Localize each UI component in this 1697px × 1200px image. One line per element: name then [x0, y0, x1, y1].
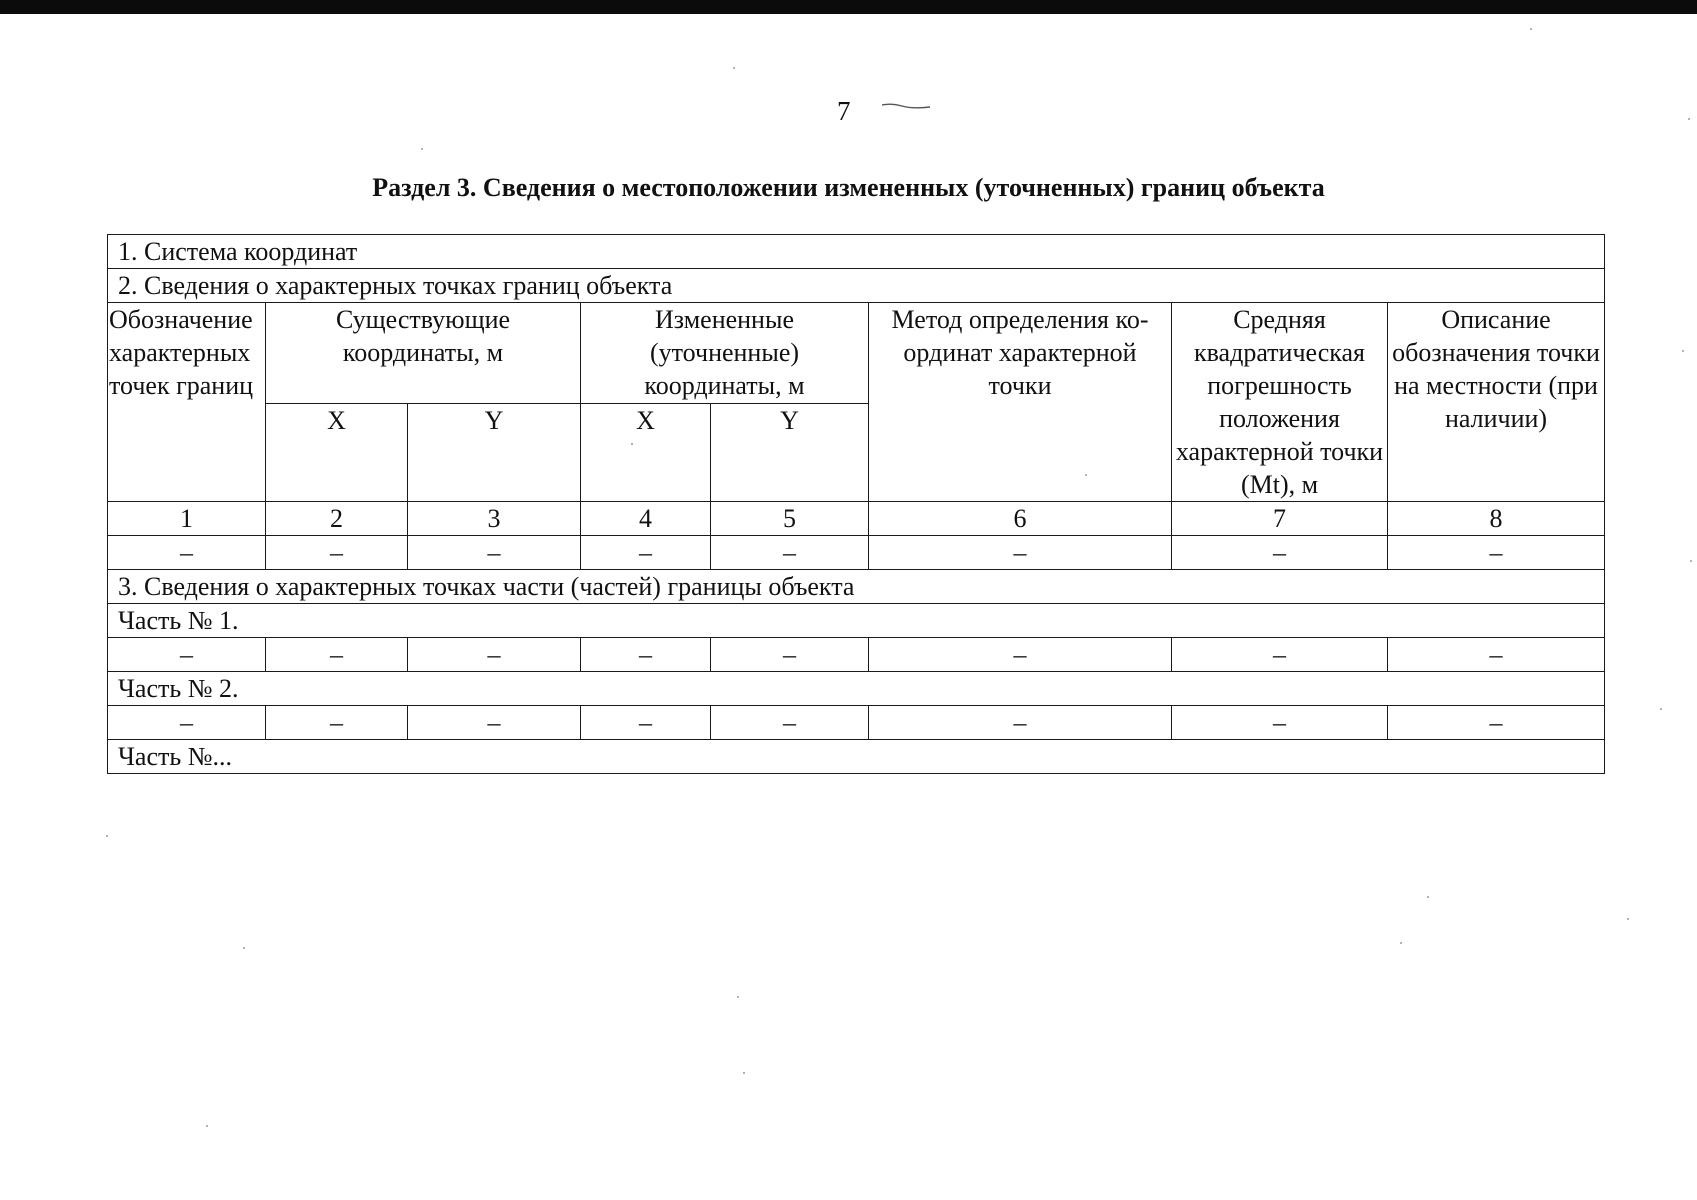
scan-speck — [737, 996, 739, 998]
empty-cell: – — [408, 638, 581, 672]
scan-speck — [1660, 708, 1662, 710]
scan-speck — [743, 1072, 745, 1074]
empty-cell: – — [581, 706, 711, 740]
scan-speck — [1427, 896, 1429, 898]
empty-cell: – — [711, 638, 869, 672]
column-number: 3 — [408, 502, 581, 536]
table-header-row — [108, 303, 1605, 404]
empty-cell: – — [1172, 536, 1388, 570]
scan-speck — [1400, 942, 1402, 944]
empty-cell: – — [1388, 706, 1605, 740]
empty-cell: – — [711, 706, 869, 740]
header-changed-y: Y — [711, 403, 869, 502]
header-point-designation: Обозначение характерных точек границ — [108, 303, 266, 502]
scan-speck — [206, 1125, 208, 1127]
header-method: Метод определения ко-ординат характерной точки — [869, 303, 1172, 502]
empty-cell: – — [581, 638, 711, 672]
part-more-label: Часть №... — [108, 740, 1605, 774]
table-row — [108, 269, 1605, 303]
column-number: 5 — [711, 502, 869, 536]
table-row — [108, 672, 1605, 706]
empty-cell: – — [408, 706, 581, 740]
table-row — [108, 536, 1605, 570]
table-row — [108, 570, 1605, 604]
empty-cell: – — [1388, 536, 1605, 570]
empty-cell: – — [108, 706, 266, 740]
scan-speck — [1682, 350, 1684, 352]
scan-speck — [421, 148, 423, 150]
scan-speck — [106, 835, 108, 837]
page-number: 7 — [837, 96, 851, 126]
empty-cell: – — [869, 536, 1172, 570]
boundary-points-table — [107, 234, 1605, 774]
scan-speck — [631, 443, 633, 445]
scan-speck — [733, 67, 735, 69]
column-number: 2 — [266, 502, 408, 536]
empty-cell: – — [581, 536, 711, 570]
row-points-info: 2. Сведения о характерных точках границ объекта — [108, 269, 1605, 303]
table-row — [108, 740, 1605, 774]
scan-speck — [1690, 560, 1692, 562]
table-row — [108, 604, 1605, 638]
table-row — [108, 235, 1605, 269]
empty-cell: – — [1172, 638, 1388, 672]
empty-cell: – — [869, 706, 1172, 740]
empty-cell: – — [266, 638, 408, 672]
table-row — [108, 706, 1605, 740]
empty-cell: – — [1388, 638, 1605, 672]
header-existing-x: X — [266, 403, 408, 502]
pen-mark — [882, 103, 930, 109]
header-existing-coords: Существующие координаты, м — [266, 303, 581, 404]
empty-cell: – — [408, 536, 581, 570]
scan-speck — [1688, 118, 1690, 120]
row-parts-info: 3. Сведения о характерных точках части (частей) границы объекта — [108, 570, 1605, 604]
part-1-label: Часть № 1. — [108, 604, 1605, 638]
header-description: Описание обозначения точки на местности (при наличии) — [1388, 303, 1605, 502]
scan-speck — [1530, 28, 1532, 30]
section-title: Раздел 3. Сведения о местоположении измененных (уточненных) границ объекта — [372, 173, 1325, 202]
empty-cell: – — [266, 706, 408, 740]
column-number: 6 — [869, 502, 1172, 536]
header-changed-x: X — [581, 403, 711, 502]
empty-cell: – — [1172, 706, 1388, 740]
header-changed-coords: Измененные (уточненные) координаты, м — [581, 303, 869, 404]
scan-speck — [1627, 918, 1629, 920]
empty-cell: – — [108, 536, 266, 570]
scan-speck — [243, 947, 245, 949]
header-existing-y: Y — [408, 403, 581, 502]
column-number-row — [108, 502, 1605, 536]
empty-cell: – — [869, 638, 1172, 672]
header-mean-error: Средняя квадратическая погрешность положения характерной точки (Mt), м — [1172, 303, 1388, 502]
table-row — [108, 638, 1605, 672]
column-number: 4 — [581, 502, 711, 536]
empty-cell: – — [711, 536, 869, 570]
part-2-label: Часть № 2. — [108, 672, 1605, 706]
column-number: 1 — [108, 502, 266, 536]
scan-top-border — [0, 0, 1697, 14]
empty-cell: – — [108, 638, 266, 672]
empty-cell: – — [266, 536, 408, 570]
scan-speck — [1085, 474, 1087, 476]
column-number: 7 — [1172, 502, 1388, 536]
row-coord-system: 1. Система координат — [108, 235, 1605, 269]
column-number: 8 — [1388, 502, 1605, 536]
